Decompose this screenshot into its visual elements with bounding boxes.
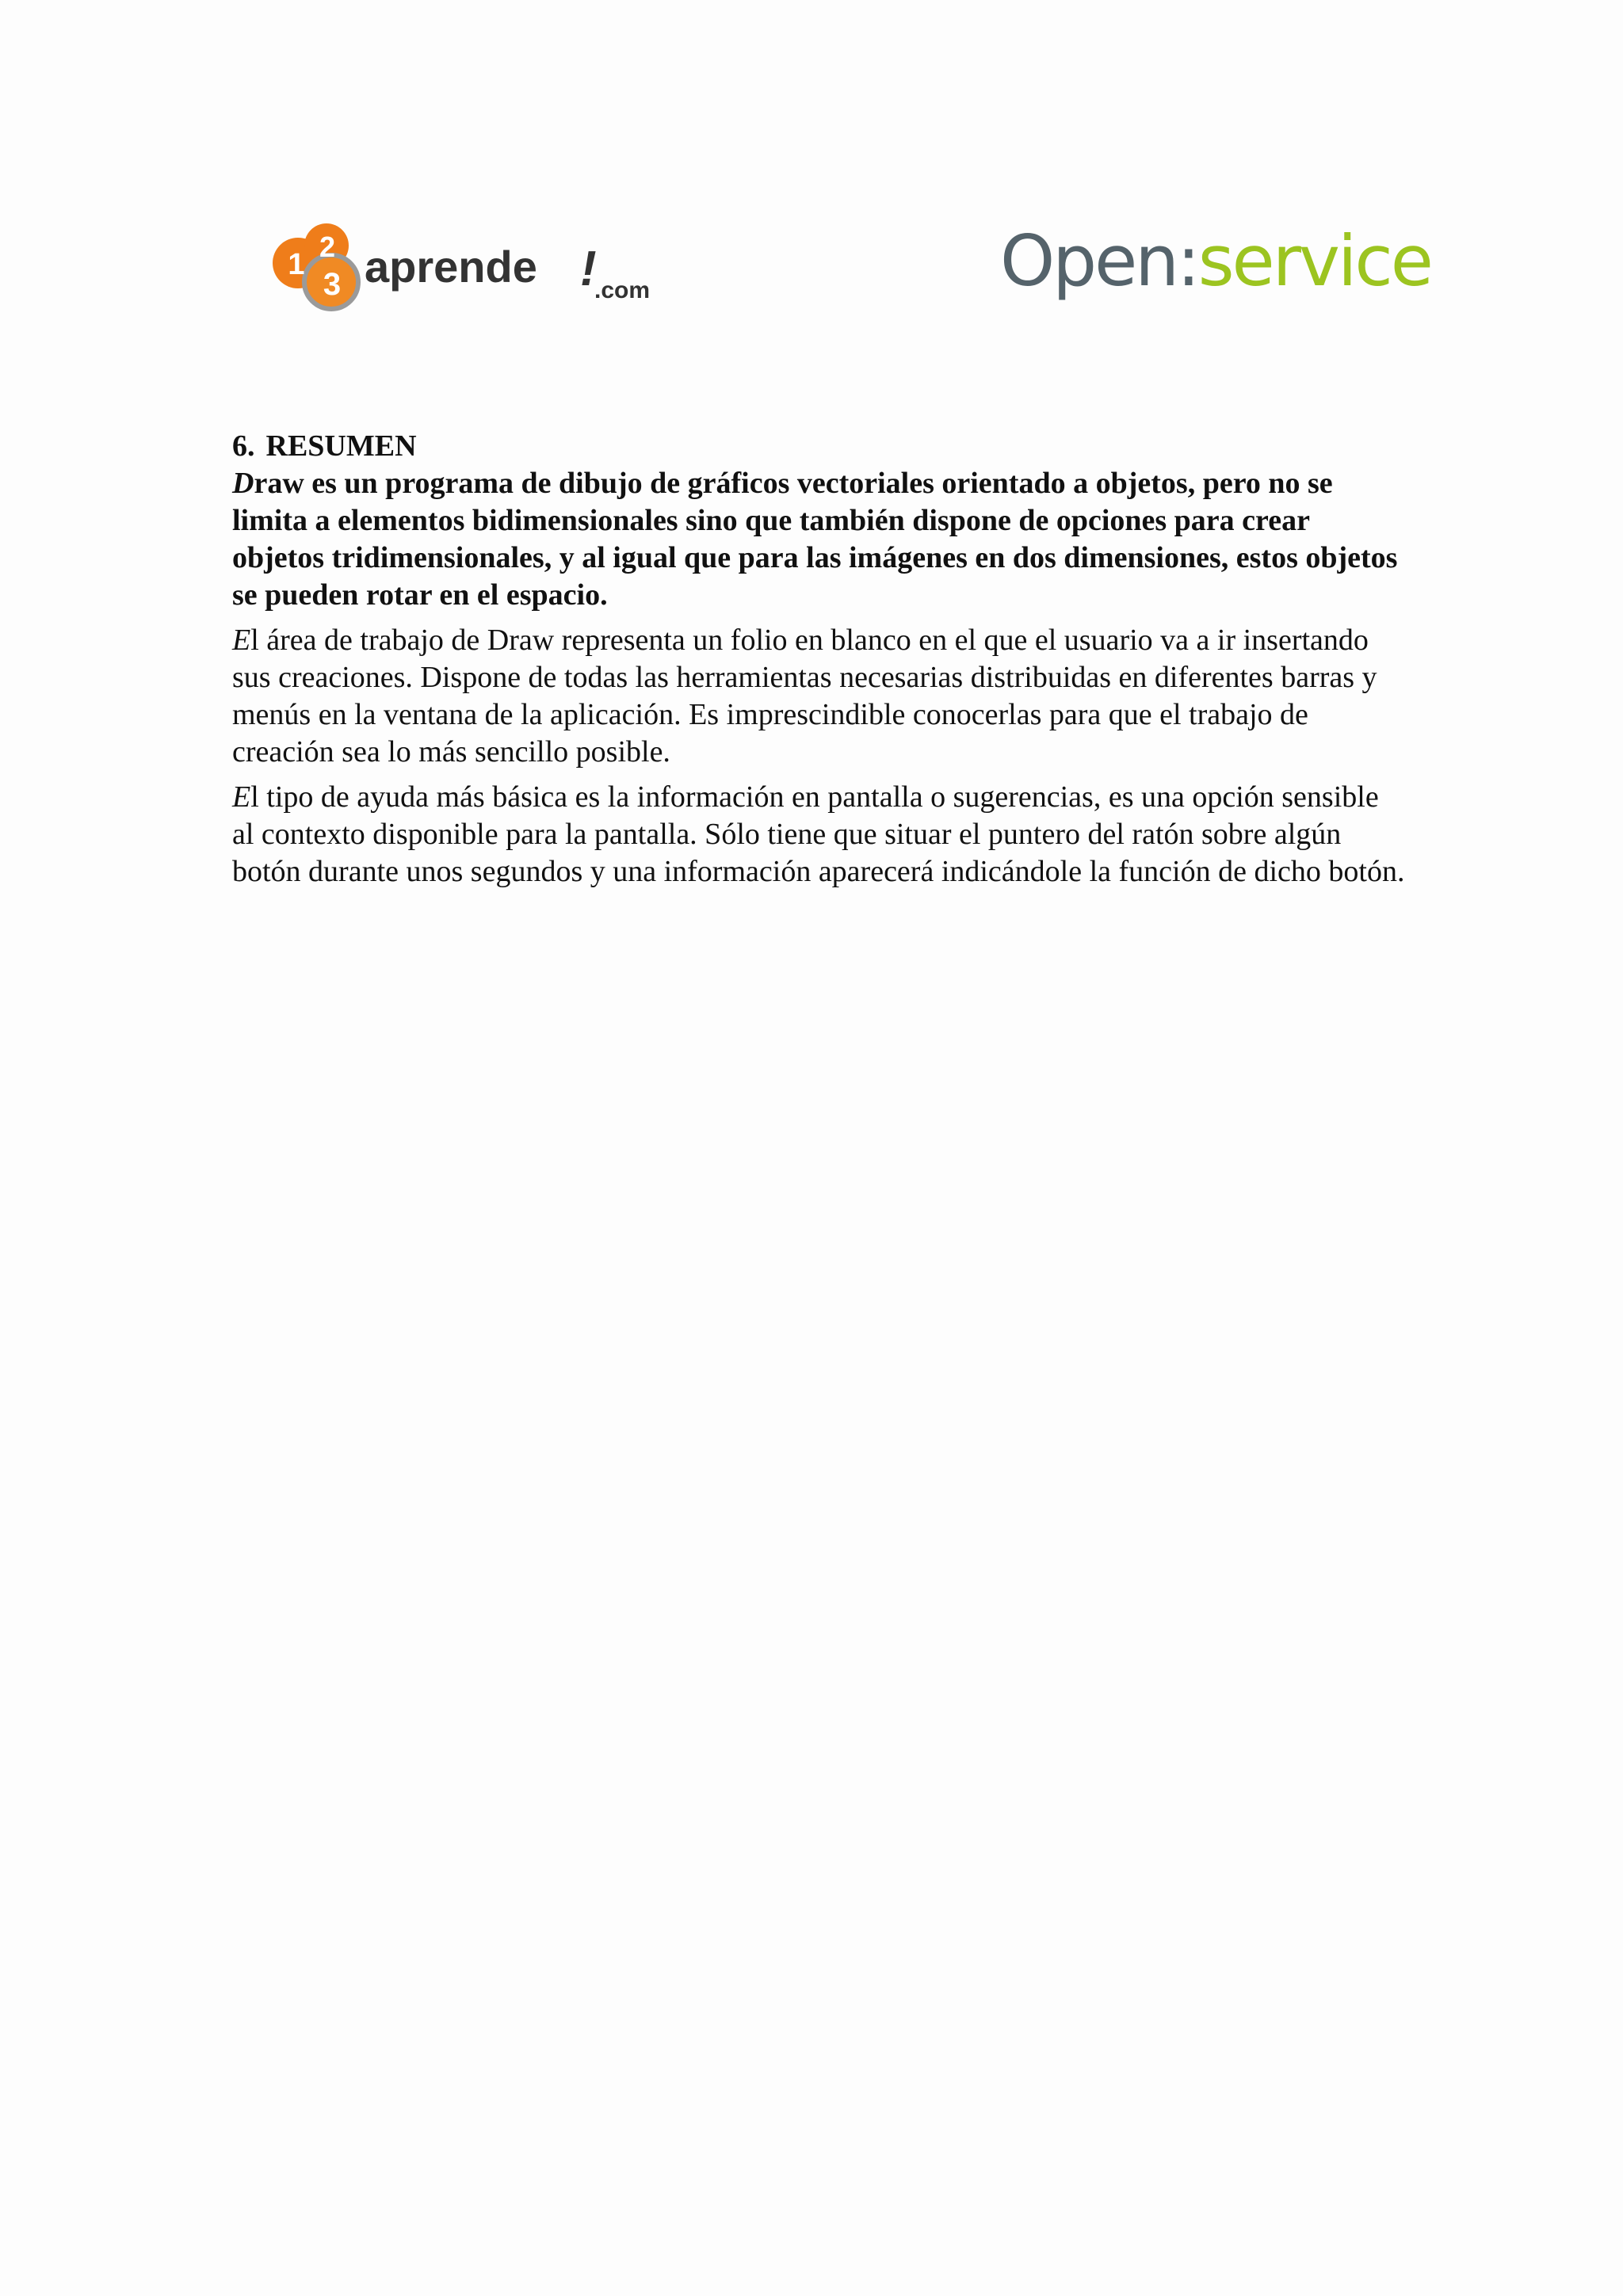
openservice-logo — [1000, 220, 1431, 307]
svg-text:Open:service — [1000, 220, 1431, 302]
logo-colon: : — [1177, 220, 1198, 302]
summary-lead-paragraph — [232, 465, 1405, 614]
paragraph-1-text: l área de trabajo de Draw representa un folio en blanco en el que el usuario va a ir insertando sus creaciones. Dispone de todas las herramientas necesarias distribuidas en diferentes barras y menús en la ventana de la aplicación. Es imprescindible conocerlas para que el trabajo de creación sea lo más sencillo posible. — [232, 624, 1377, 769]
paragraph-1-initial: E — [232, 624, 251, 657]
section-heading — [232, 428, 1405, 465]
paragraph-2-initial: E — [232, 780, 251, 814]
lead-initial: D — [232, 467, 254, 500]
section-title: RESUMEN — [265, 429, 417, 463]
logo-digit-3: 3 — [323, 267, 342, 302]
logo-digit-2: 2 — [319, 231, 336, 263]
paragraph-2-text: l tipo de ayuda más básica es la información en pantalla o sugerencias, es una opción sensible al contexto disponible para la pantalla. Sólo tiene que situar el puntero del ratón sobre algún botón durante unos segundos y una información aparecerá indicándole la función de dicho botón. — [232, 780, 1405, 888]
logo-service: service — [1197, 220, 1431, 302]
logo-word: aprende — [365, 242, 537, 292]
aprende-logo — [269, 222, 682, 317]
document-content — [232, 428, 1405, 898]
logo-suffix: .com — [594, 277, 651, 303]
logo-digit-1: 1 — [288, 248, 305, 281]
logo-exclaim: ! — [580, 242, 597, 296]
section-number: 6. — [232, 429, 255, 463]
body-paragraph-2 — [232, 779, 1405, 891]
body-paragraph-1 — [232, 622, 1405, 771]
logo-open: Open — [1000, 220, 1178, 302]
lead-text: raw es un programa de dibujo de gráficos vectoriales orientado a objetos, pero no se limita a elementos bidimensionales sino que también dispone de opciones para crear objetos tridimensionales, y al igual que para las imágenes en dos dimensiones, estos objetos se pueden rotar en el espacio. — [232, 467, 1398, 612]
